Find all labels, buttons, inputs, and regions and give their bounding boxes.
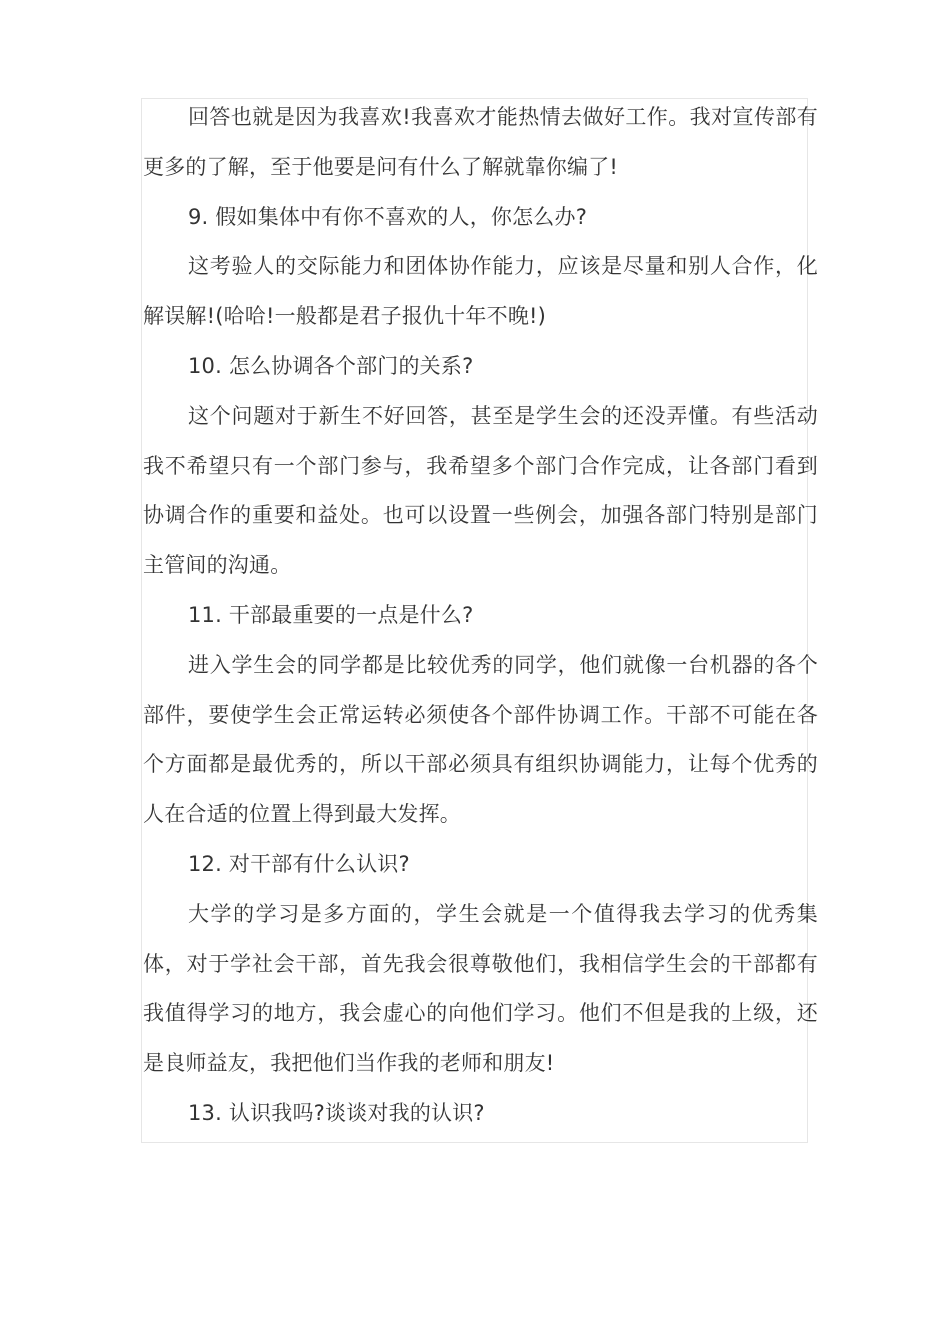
paragraph-answer-10: 这个问题对于新生不好回答，甚至是学生会的还没弄懂。有些活动我不希望只有一个部门参与，我希望多个部门合作完成，让各部门看到协调合作的重要和益处。也可以设置一些例会，加强各部门特别是部门主管间的沟通。: [143, 403, 818, 578]
question-10: 10. 怎么协调各个部门的关系?: [188, 353, 474, 378]
question-12: 12. 对干部有什么认识?: [188, 851, 410, 876]
question-13: 13. 认识我吗?谈谈对我的认识?: [188, 1100, 485, 1125]
paragraph-answer-12: 大学的学习是多方面的，学生会就是一个值得我去学习的优秀集体，对于学社会干部，首先我会很尊敬他们，我相信学生会的干部都有我值得学习的地方，我会虚心的向他们学习。他们不但是我的上级，还是良师益友，我把他们当作我的老师和朋友!: [143, 901, 818, 1076]
paragraph-answer-9: 这考验人的交际能力和团体协作能力，应该是尽量和别人合作，化解误解!(哈哈!一般都是君子报仇十年不晚!): [143, 254, 818, 329]
paragraph-answer-11: 进入学生会的同学都是比较优秀的同学，他们就像一台机器的各个部件，要使学生会正常运转必须使各个部件协调工作。干部不可能在各个方面都是最优秀的，所以干部必须具有组织协调能力，让每个优秀的人在合适的位置上得到最大发挥。: [143, 652, 818, 827]
document-body: [143, 93, 818, 1139]
paragraph-answer-8: 回答也就是因为我喜欢!我喜欢才能热情去做好工作。我对宣传部有更多的了解，至于他要是问有什么了解就靠你编了!: [143, 105, 818, 179]
question-9: 9. 假如集体中有你不喜欢的人，你怎么办?: [188, 204, 588, 229]
question-11: 11. 干部最重要的一点是什么?: [188, 602, 474, 627]
